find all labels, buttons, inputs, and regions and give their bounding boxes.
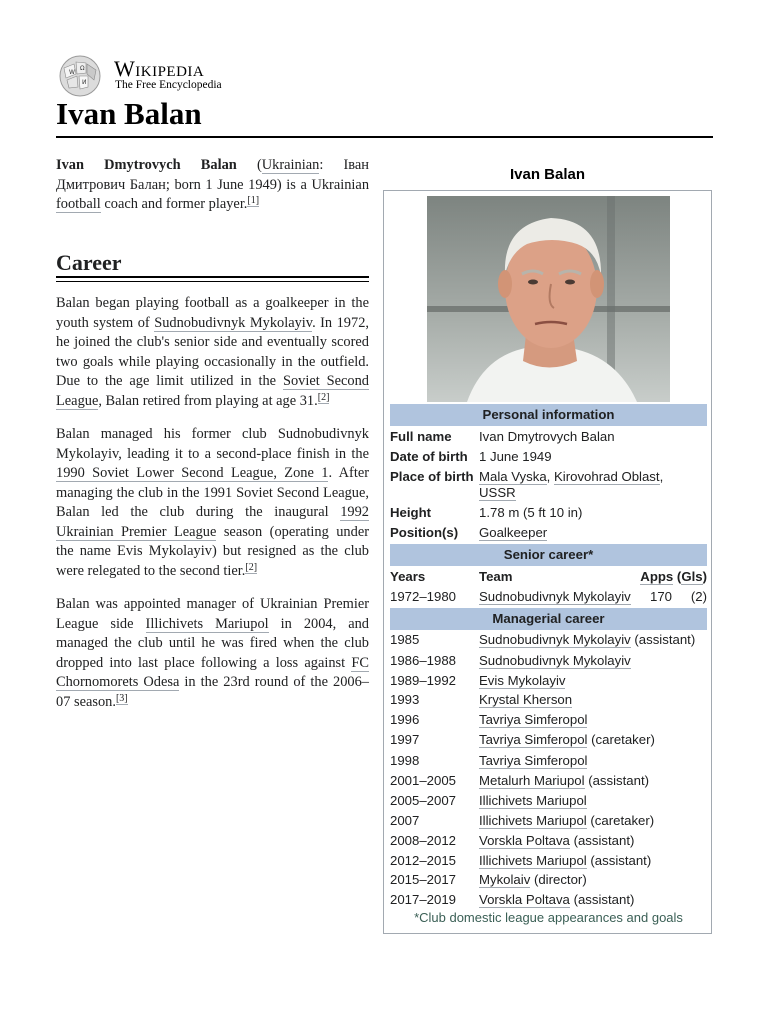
wikipedia-wordmark: Wikipedia bbox=[114, 56, 205, 81]
link-illichivets-mariupol[interactable]: Illichivets Mariupol bbox=[145, 615, 269, 632]
career-paragraph-2 bbox=[56, 425, 369, 581]
managerial-years: 1989–1992 bbox=[390, 673, 457, 688]
senior-years: 1972–1980 bbox=[390, 589, 457, 604]
wikipedia-tagline: The Free Encyclopedia bbox=[115, 79, 222, 91]
managerial-years: 2007 bbox=[390, 813, 420, 828]
managerial-team-link[interactable]: Tavriya Simferopol bbox=[479, 753, 588, 768]
managerial-team-link[interactable]: Tavriya Simferopol bbox=[479, 732, 588, 747]
ref-3[interactable]: [3] bbox=[115, 692, 128, 704]
managerial-team bbox=[479, 692, 572, 708]
managerial-years: 1997 bbox=[390, 732, 420, 747]
value-date-of-birth: 1 June 1949 bbox=[479, 449, 552, 464]
p3-text-c: in the 23rd round of the 2006–07 season. bbox=[56, 674, 369, 710]
portrait-photo[interactable] bbox=[427, 196, 670, 402]
managerial-team-link[interactable]: Evis Mykolayiv bbox=[479, 673, 566, 688]
value-full-name: Ivan Dmytrovych Balan bbox=[479, 429, 615, 444]
link-apps[interactable]: Apps bbox=[640, 569, 674, 584]
managerial-team bbox=[479, 872, 587, 888]
senior-team bbox=[479, 589, 631, 605]
managerial-note: (assistant) bbox=[569, 833, 635, 848]
link-soviet-second-league[interactable]: Soviet Second League bbox=[56, 373, 369, 409]
intro-paragraph: Ivan Dmytrovych Balan (Ukrainian: Іван Дмитрович Балан; born 1 June 1949) is a Ukrainian football coach and former player.[1] bbox=[56, 157, 370, 212]
svg-text:И: И bbox=[82, 79, 87, 86]
senior-goals: (2) bbox=[690, 589, 707, 604]
intro-rest: coach and former player. bbox=[104, 196, 248, 212]
managerial-note: (assistant) bbox=[630, 632, 696, 647]
managerial-team-link[interactable]: Sudnobudivnyk Mykolayiv bbox=[479, 632, 631, 647]
managerial-years: 1996 bbox=[390, 712, 420, 727]
intro-born: ; born 1 June 1949) is a Ukrainian bbox=[165, 176, 370, 193]
senior-apps: 170 bbox=[650, 589, 673, 604]
infobox-caption: Ivan Balan bbox=[509, 166, 586, 183]
managerial-note: (assistant) bbox=[586, 853, 652, 868]
pob-separator-2: , bbox=[659, 469, 664, 484]
label-full-name: Full name bbox=[390, 429, 452, 444]
ref-1[interactable]: [1] bbox=[247, 195, 260, 206]
managerial-team-link[interactable]: Vorskla Poltava bbox=[479, 833, 570, 848]
link-fc-chornomorets-odesa[interactable]: FC Chornomorets Odesa bbox=[56, 654, 369, 690]
managerial-team-link[interactable]: Vorskla Poltava bbox=[479, 892, 570, 907]
managerial-years: 1985 bbox=[390, 632, 420, 647]
managerial-team bbox=[479, 793, 587, 809]
p1-text-c: , Balan retired from playing at age 31. bbox=[98, 392, 318, 409]
senior-career-header: Senior career* bbox=[390, 544, 707, 566]
managerial-years: 2008–2012 bbox=[390, 833, 457, 848]
managerial-team bbox=[479, 892, 634, 908]
link-mala-vyska[interactable]: Mala Vyska bbox=[479, 469, 547, 484]
senior-team-link[interactable]: Sudnobudivnyk Mykolayiv bbox=[479, 589, 631, 604]
svg-text:Ω: Ω bbox=[80, 65, 85, 72]
ref-2b[interactable]: [2] bbox=[245, 561, 258, 573]
managerial-team bbox=[479, 773, 649, 789]
career-heading: Career bbox=[56, 253, 369, 279]
p1-text-a: Balan began playing football as a goalkeeper in the youth system of bbox=[56, 295, 369, 331]
managerial-note: (director) bbox=[530, 872, 587, 887]
career-paragraph-3 bbox=[56, 595, 369, 712]
infobox bbox=[383, 190, 712, 934]
managerial-team bbox=[479, 853, 651, 869]
label-height: Height bbox=[390, 505, 432, 520]
page-title: Ivan Balan bbox=[56, 96, 202, 131]
label-position: Position(s) bbox=[390, 525, 459, 540]
managerial-years: 1986–1988 bbox=[390, 653, 457, 668]
managerial-note: (caretaker) bbox=[586, 813, 655, 828]
value-place-of-birth bbox=[479, 469, 707, 501]
infobox-footnote: *Club domestic league appearances and goals bbox=[414, 910, 683, 925]
managerial-team bbox=[479, 653, 631, 669]
managerial-team-link[interactable]: Illichivets Mariupol bbox=[479, 853, 587, 868]
p2-text-c: season (operating under the name Evis Mykolayiv) but resigned as the club were relegated to the second tier. bbox=[56, 523, 370, 579]
managerial-years: 2001–2005 bbox=[390, 773, 457, 788]
managerial-team bbox=[479, 632, 695, 648]
p2-text-a: Balan managed his former club Sudnobudivnyk Mykolayiv, leading it to a second-place finish in the bbox=[56, 426, 369, 462]
wikipedia-header[interactable] bbox=[56, 54, 356, 98]
label-date-of-birth: Date of birth bbox=[390, 449, 468, 464]
link-1990-soviet-lower-second-league[interactable]: 1990 Soviet Lower Second League, Zone 1 bbox=[56, 465, 329, 481]
managerial-team bbox=[479, 833, 634, 849]
p3-text-a: Balan was appointed manager of Ukrainian Premier League side bbox=[56, 596, 369, 632]
intro-name: Ivan Dmytrovych Balan bbox=[56, 157, 237, 173]
managerial-note: (assistant) bbox=[569, 892, 635, 907]
p1-text-b: . In 1972, he joined the club's senior side and eventually scored two goals while playing occasionally in the outfield. Due to the age limit utilized in the bbox=[56, 314, 369, 389]
career-paragraph-1 bbox=[56, 294, 369, 411]
wikipedia-globe-icon bbox=[56, 54, 104, 98]
managerial-team-link[interactable]: Illichivets Mariupol bbox=[479, 793, 587, 808]
link-ussr[interactable]: USSR bbox=[479, 485, 516, 500]
link-1992-ukrainian-premier-league[interactable]: 1992 Ukrainian Premier League bbox=[56, 504, 369, 540]
managerial-years: 1993 bbox=[390, 692, 420, 707]
link-ukrainian[interactable]: Ukrainian bbox=[261, 157, 320, 173]
managerial-team-link[interactable]: Krystal Kherson bbox=[479, 692, 573, 707]
managerial-team bbox=[479, 753, 587, 769]
col-team: Team bbox=[479, 569, 513, 584]
managerial-years: 1998 bbox=[390, 753, 420, 768]
intro-native-name: Іван Дмитрович Балан bbox=[56, 157, 369, 193]
pob-separator: , bbox=[546, 469, 551, 484]
link-sudnobudivnyk[interactable]: Sudnobudivnyk Mykolayiv bbox=[154, 314, 313, 331]
link-kirovohrad-oblast[interactable]: Kirovohrad Oblast bbox=[554, 469, 660, 484]
p3-text-b: in 2004, and managed the club until he was fired when the club dropped into last place following a loss against bbox=[56, 615, 369, 671]
svg-text:W: W bbox=[69, 69, 75, 76]
label-place-of-birth: Place of birth bbox=[390, 469, 474, 484]
value-height: 1.78 m (5 ft 10 in) bbox=[479, 505, 583, 520]
personal-info-header: Personal information bbox=[390, 404, 707, 426]
managerial-years: 2017–2019 bbox=[390, 892, 457, 907]
career-heading-rule bbox=[56, 281, 369, 282]
managerial-years: 2012–2015 bbox=[390, 853, 457, 868]
managerial-team-link[interactable]: Metalurh Mariupol bbox=[479, 773, 585, 788]
link-goalkeeper[interactable]: Goalkeeper bbox=[479, 525, 548, 540]
p2-text-b: . After managing the club in the 1991 Soviet Second League, Balan led the club during the inaugural bbox=[56, 465, 369, 520]
managerial-team bbox=[479, 732, 655, 748]
managerial-team bbox=[479, 712, 587, 728]
managerial-team-link[interactable]: Mykolaiv bbox=[479, 872, 531, 887]
managerial-note: (assistant) bbox=[584, 773, 650, 788]
ref-2[interactable]: [2] bbox=[317, 391, 330, 403]
managerial-years: 2005–2007 bbox=[390, 793, 457, 808]
managerial-years: 2015–2017 bbox=[390, 872, 457, 887]
managerial-note: (caretaker) bbox=[587, 732, 655, 747]
managerial-team bbox=[479, 813, 654, 829]
managerial-team bbox=[479, 673, 565, 689]
article-body bbox=[56, 156, 369, 726]
link-football[interactable]: football bbox=[56, 196, 101, 212]
managerial-team-link[interactable]: Sudnobudivnyk Mykolayiv bbox=[479, 653, 631, 668]
col-years: Years bbox=[390, 569, 426, 584]
managerial-career-header: Managerial career bbox=[390, 608, 707, 630]
managerial-team-link[interactable]: Tavriya Simferopol bbox=[479, 712, 588, 727]
link-gls[interactable]: Gls bbox=[681, 569, 703, 584]
col-apps-gls: Apps (Gls) bbox=[640, 569, 707, 584]
managerial-team-link[interactable]: Illichivets Mariupol bbox=[479, 813, 587, 828]
title-divider bbox=[56, 136, 713, 138]
